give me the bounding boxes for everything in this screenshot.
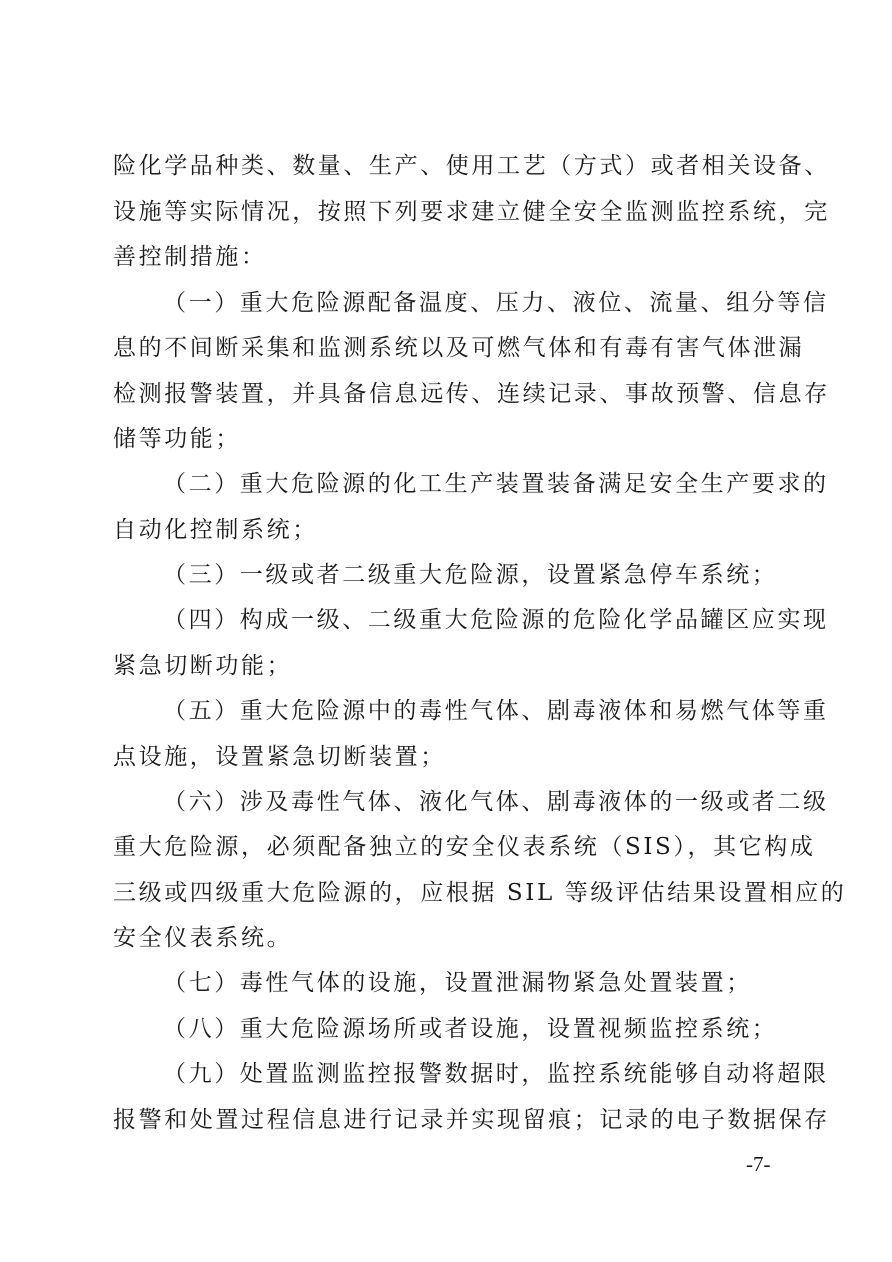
text-line: （三）一级或者二级重大危险源，设置紧急停车系统； (163, 562, 778, 588)
text-line: 点设施，设置紧急切断装置； (113, 744, 446, 770)
text-line: 设施等实际情况，按照下列要求建立健全安全监测监控系统，完 (113, 199, 830, 225)
text-line: （四）构成一级、二级重大危险源的危险化学品罐区应实现 (163, 607, 829, 633)
text-line: 紧急切断功能； (113, 653, 293, 679)
text-line: （五）重大危险源中的毒性气体、剧毒液体和易燃气体等重 (163, 698, 829, 724)
text-line: 储等功能； (113, 426, 241, 452)
text-line: （一）重大危险源配备温度、压力、液位、流量、组分等信 (163, 290, 829, 316)
text-line: （八）重大危险源场所或者设施，设置视频监控系统； (163, 1016, 778, 1042)
page-number: -7- (746, 1152, 771, 1176)
text-line: （七）毒性气体的设施，设置泄漏物紧急处置装置； (163, 970, 752, 996)
text-line: 息的不间断采集和监测系统以及可燃气体和有毒有害气体泄漏 (113, 335, 805, 361)
text-line: （六）涉及毒性气体、液化气体、剧毒液体的一级或者二级 (163, 789, 829, 815)
text-line: （九）处置监测监控报警数据时，监控系统能够自动将超限 (163, 1061, 829, 1087)
text-line: 善控制措施： (113, 244, 267, 270)
text-line: 报警和处置过程信息进行记录并实现留痕；记录的电子数据保存 (113, 1107, 830, 1133)
text-line: 自动化控制系统； (113, 517, 318, 543)
text-line: 三级或四级重大危险源的，应根据 SIL 等级评估结果设置相应的 (113, 880, 847, 906)
text-line: 险化学品种类、数量、生产、使用工艺（方式）或者相关设备、 (113, 153, 830, 179)
text-line: 检测报警装置，并具备信息远传、连续记录、事故预警、信息存 (113, 381, 830, 407)
text-line: 安全仪表系统。 (113, 925, 293, 951)
text-line: （二）重大危险源的化工生产装置装备满足安全生产要求的 (163, 471, 829, 497)
text-line: 重大危险源，必须配备独立的安全仪表系统（SIS），其它构成 (113, 834, 816, 860)
